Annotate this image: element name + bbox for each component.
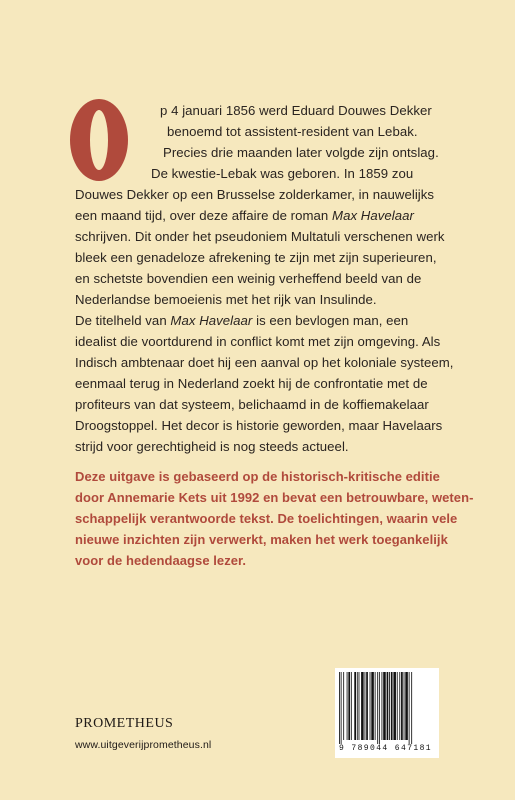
body-line-8	[75, 310, 408, 331]
title-max-havelaar: Max Havelaar	[332, 208, 414, 223]
barcode-bar	[357, 672, 358, 740]
barcode-bar	[397, 672, 398, 740]
body-line-11: eenmaal terug in Nederland zoekt hij de confrontatie met de	[75, 376, 428, 391]
barcode-bar	[343, 672, 344, 740]
barcode-bar	[351, 672, 352, 740]
barcode-bar	[401, 672, 403, 740]
body-line-4: schrijven. Dit onder het pseudoniem Multatuli verschenen werk	[75, 229, 445, 244]
barcode-bar	[354, 672, 356, 740]
intro-line-2: benoemd tot assistent-resident van Lebak.	[167, 124, 418, 139]
body-line-3	[75, 205, 414, 226]
barcode-bar	[366, 672, 368, 740]
barcode-bar	[339, 672, 340, 744]
edition-note-line-3: schappelijk verantwoorde tekst. De toelichtingen, waarin vele	[75, 511, 458, 526]
barcode-bar	[387, 672, 389, 740]
body-line-2: Douwes Dekker op een Brusselse zolderkamer, in nauwelijks	[75, 187, 435, 202]
barcode-bar	[405, 672, 408, 740]
dropcap-o	[67, 96, 131, 184]
barcode-bar	[341, 672, 342, 744]
body-line-12: profiteurs van dat systeem, belichaamd in de koffiemakelaar	[75, 397, 429, 412]
title-max-havelaar-2: Max Havelaar	[170, 313, 253, 328]
barcode-bar	[411, 672, 412, 744]
barcode-bars	[335, 668, 439, 744]
edition-note-line-2: door Annemarie Kets uit 1992 en bevat een betrouwbare, weten-	[75, 490, 474, 505]
barcode-bar	[409, 672, 410, 744]
body-line-5: bleek een genadeloze afrekening te zijn met zijn superieuren,	[75, 250, 437, 265]
barcode-bar	[371, 672, 374, 740]
barcode-bar	[359, 672, 360, 740]
barcode-bar	[377, 672, 378, 744]
barcode-bar	[347, 672, 348, 740]
publisher-website: www.uitgeverijprometheus.nl	[75, 739, 212, 751]
body-line-8-text: De titelheld van	[75, 313, 171, 328]
publisher-logo: PROMETHEUS	[75, 716, 174, 731]
barcode-bar	[404, 672, 405, 740]
body-line-9: idealist die voortdurend in conflict komt met zijn omgeving. Als	[75, 334, 441, 349]
intro-line-3: Precies drie maanden later volgde zijn ontslag.	[163, 145, 439, 160]
body-line-1: De kwestie-Lebak was geboren. In 1859 zou	[151, 166, 414, 181]
body-line-3-text: een maand tijd, over deze affaire de roman	[75, 208, 333, 223]
body-line-14: strijd voor gerechtigheid is nog steeds actueel.	[75, 439, 349, 454]
barcode-bar	[383, 672, 386, 740]
body-line-8-rest: is een bevlogen man, een	[252, 313, 409, 328]
barcode-bar	[399, 672, 400, 740]
barcode-bar	[375, 672, 376, 740]
dropcap-letter-shape	[67, 96, 131, 184]
body-line-10: Indisch ambtenaar doet hij een aanval op het koloniale systeem,	[75, 355, 454, 370]
body-line-6: en schetste bovendien een weinig verheffend beeld van de	[75, 271, 422, 286]
barcode-bar	[389, 672, 390, 740]
barcode-bar	[379, 672, 380, 744]
barcode-bar	[348, 672, 350, 740]
barcode-bar	[370, 672, 371, 740]
barcode-bar	[393, 672, 396, 740]
barcode-bar	[361, 672, 364, 740]
isbn-number: 9 789044 647181	[339, 744, 433, 753]
edition-note-line-4: nieuwe inzichten zijn verwerkt, maken het werk toegankelijk	[75, 532, 448, 547]
barcode-bar	[391, 672, 393, 740]
body-line-7: Nederlandse bemoeienis met het rijk van Insulinde.	[75, 292, 377, 307]
barcode-bar	[365, 672, 366, 740]
barcode-bar	[382, 672, 383, 740]
edition-note-line-5: voor de hedendaagse lezer.	[75, 553, 247, 568]
edition-note-line-1: Deze uitgave is gebaseerd op de historisch-kritische editie	[75, 469, 440, 484]
intro-line-1: p 4 januari 1856 werd Eduard Douwes Dekker	[160, 103, 432, 118]
body-line-13: Droogstoppel. Het decor is historie geworden, maar Havelaars	[75, 418, 443, 433]
